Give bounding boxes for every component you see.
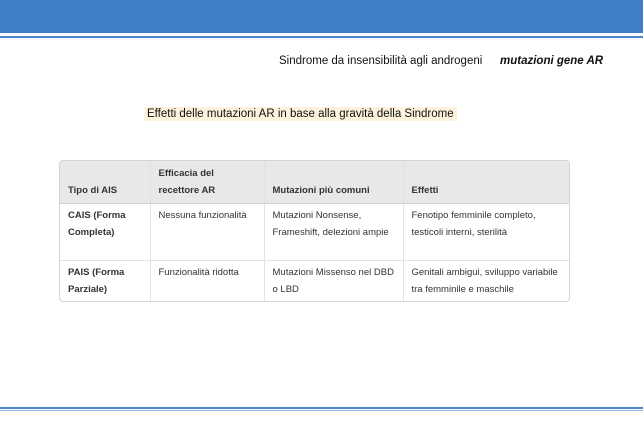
table-cell: PAIS (Forma Parziale) bbox=[68, 267, 125, 295]
header-emphasis: mutazioni gene AR bbox=[500, 55, 604, 67]
mutation-effects-table bbox=[59, 160, 570, 302]
top-divider-line bbox=[0, 36, 643, 38]
table-row bbox=[60, 261, 569, 302]
table-cell: Genitali ambigui, sviluppo variabile tra femminile e maschile bbox=[403, 261, 569, 302]
section-subtitle: Effetti delle mutazioni AR in base alla gravità della Sindrome bbox=[144, 107, 457, 121]
header-title: Sindrome da insensibilità agli androgeni bbox=[279, 55, 483, 67]
table-cell: CAIS (Forma Completa) bbox=[60, 204, 150, 261]
table-cell: Mutazioni Nonsense, Frameshift, delezioni ampie bbox=[264, 204, 403, 261]
top-color-band bbox=[0, 0, 643, 33]
table-header-row bbox=[60, 161, 569, 204]
bottom-divider-line-thin bbox=[0, 410, 643, 411]
table-cell: Mutazioni Missenso nel DBD o LBD bbox=[264, 261, 403, 302]
table-cell: Nessuna funzionalità bbox=[150, 204, 264, 261]
column-header-tipo: Tipo di AIS bbox=[60, 161, 150, 204]
table-cell: Fenotipo femminile completo, testicoli interni, sterilità bbox=[403, 204, 569, 261]
table-cell: Funzionalità ridotta bbox=[150, 261, 264, 302]
table-row bbox=[60, 204, 569, 261]
column-header-efficacia: Efficacia del recettore AR bbox=[150, 161, 264, 204]
column-header-mutazioni: Mutazioni più comuni bbox=[264, 161, 403, 204]
column-header-effetti: Effetti bbox=[403, 161, 569, 204]
bottom-divider-line bbox=[0, 407, 643, 409]
